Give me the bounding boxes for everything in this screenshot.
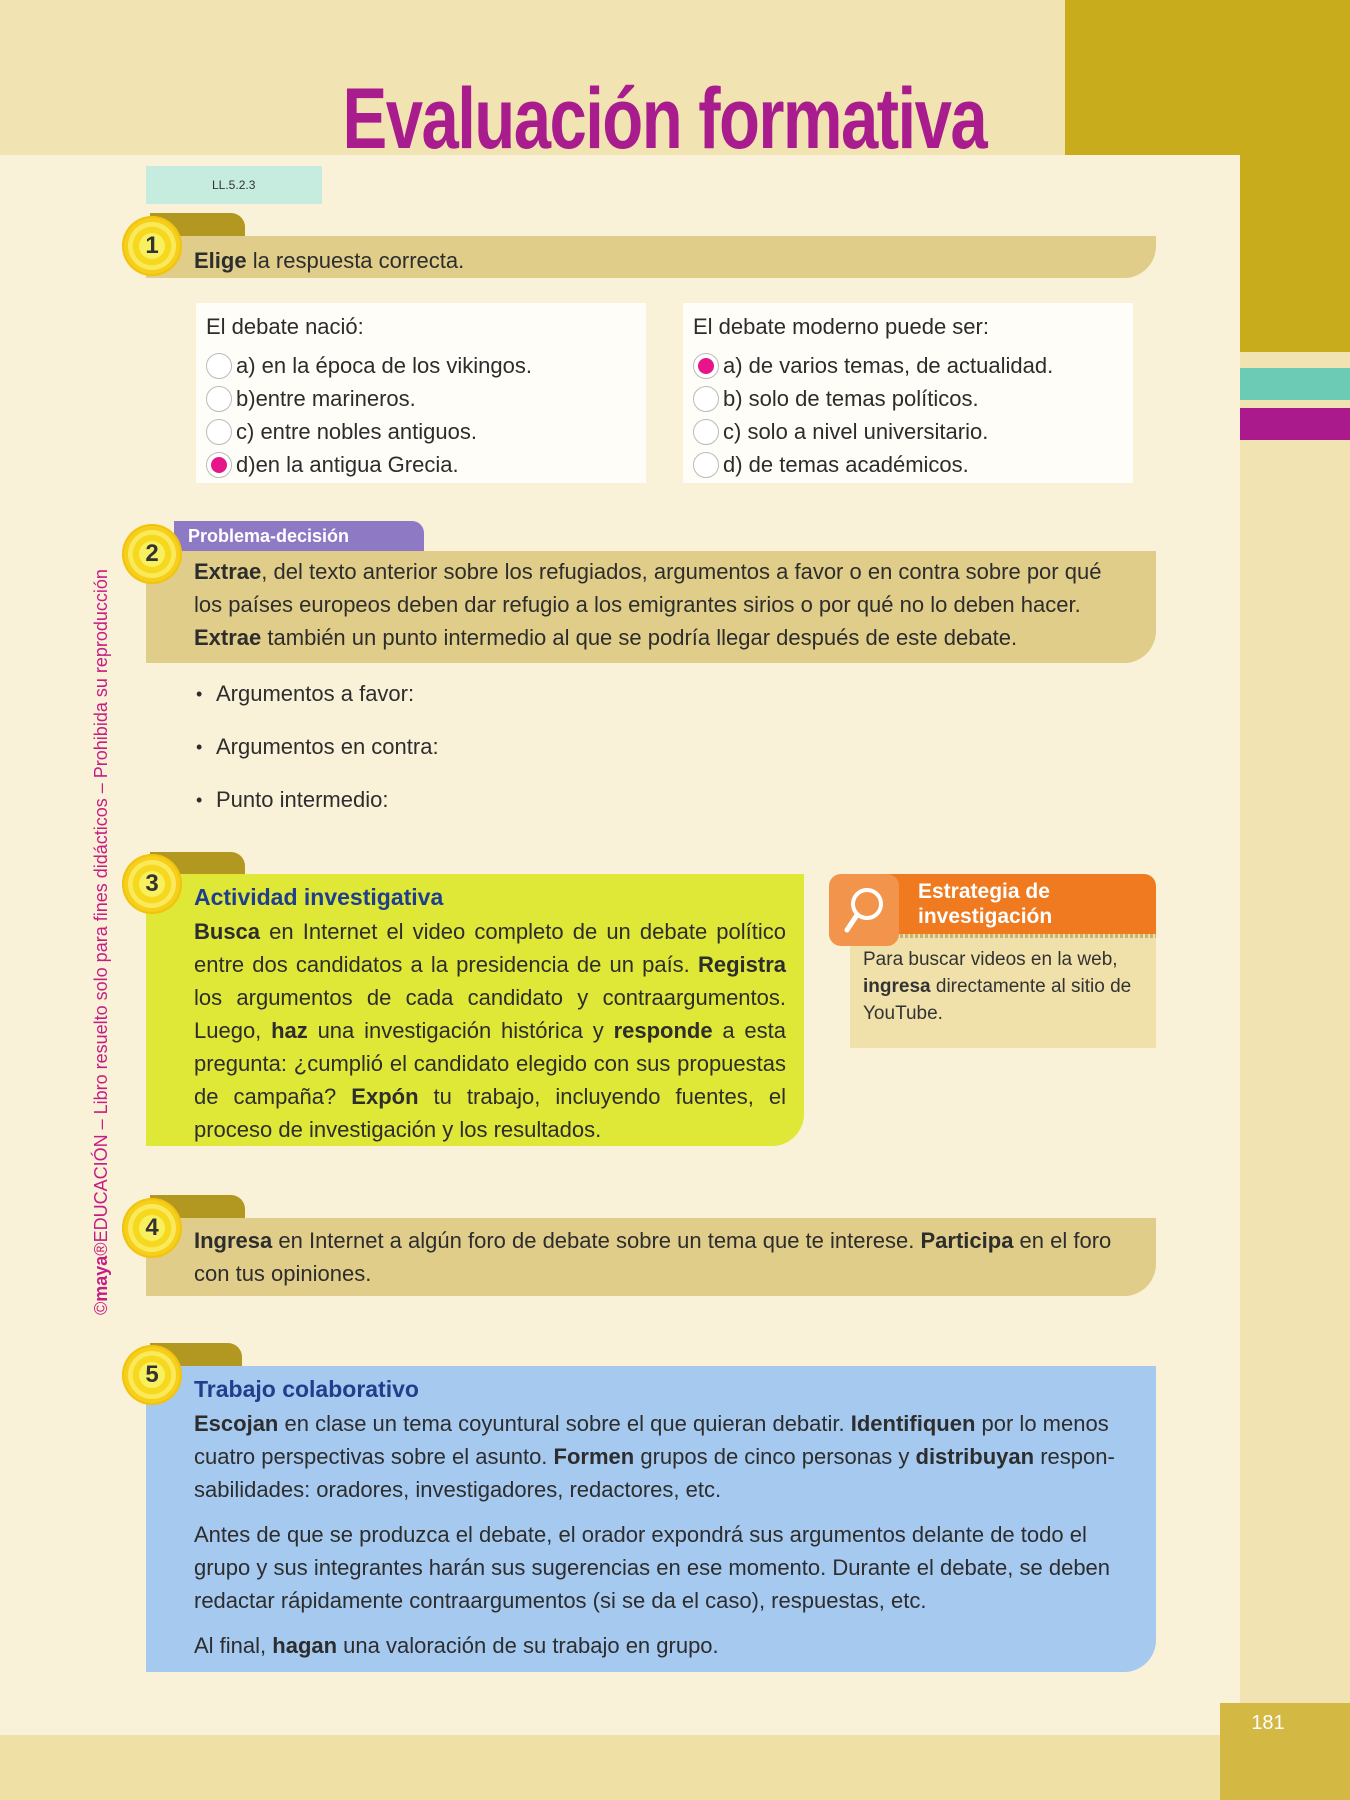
q1-left-question: [196, 303, 646, 483]
radio-selected[interactable]: [693, 353, 719, 379]
page-number: 181: [1251, 1712, 1285, 1734]
option-a[interactable]: a) de varios temas, de actualidad.: [683, 349, 1133, 382]
page-title: Evaluación formativa: [342, 71, 987, 167]
decorative-teal-strip: [1240, 368, 1350, 400]
q1-right-question: [683, 303, 1133, 483]
strategy-header: Estrategia de investigación: [850, 874, 1156, 936]
question-text: El debate nació:: [206, 314, 364, 339]
activity-heading: Actividad investigativa: [194, 884, 444, 910]
list-item: • Argumentos a favor:: [196, 679, 1096, 709]
brand-logo-text: maya: [91, 1255, 111, 1302]
magnifier-icon: [829, 874, 899, 946]
q5-collaborative-box: Trabajo colaborativo Escojan en clase un tema coyuntural sobre el que quieran debatir. Identifiquen por lo menos cuatro perspectivas sobre el asunto. Formen grupos de cinco personas y distribuyan responsabilidades: oradores, investigadores, redactores, etc. Antes de que se produzca el debate, el orador expondrá sus argumentos delante de todo el grupo y sus integrantes harán sus sugerencias en ese momento. Durante el debate, se deben redactar rápidamente contraargumentos (si se da el caso), respuestas, etc. Al final, hagan una valoración de su trabajo en grupo.: [146, 1366, 1156, 1672]
option-a[interactable]: a) en la época de los vikingos.: [196, 349, 646, 382]
radio-unselected[interactable]: [693, 419, 719, 445]
radio-unselected[interactable]: [693, 386, 719, 412]
option-c[interactable]: c) entre nobles antiguos.: [196, 415, 646, 448]
q3-number-badge: 3: [122, 854, 182, 914]
radio-selected[interactable]: [206, 452, 232, 478]
radio-unselected[interactable]: [206, 353, 232, 379]
question-text: El debate moderno puede ser:: [693, 314, 989, 339]
list-item: • Punto intermedio:: [196, 785, 1096, 815]
option-d[interactable]: d)en la antigua Grecia.: [196, 448, 646, 481]
q5-number-badge: 5: [122, 1345, 182, 1405]
problema-decision-tab: Problema-decisión: [174, 521, 424, 551]
q4-number-badge: 4: [122, 1198, 182, 1258]
copyright-side-note: ©maya®EDUCACIÓN – Libro resuelto solo para fines didácticos – Prohibida su reproducción: [91, 569, 111, 1315]
decorative-magenta-strip: [1240, 408, 1350, 440]
q1-number-badge: 1: [122, 216, 182, 276]
collaborative-heading: Trabajo colaborativo: [194, 1376, 419, 1402]
option-b[interactable]: b)entre marineros.: [196, 382, 646, 415]
q4-instruction-band: Ingresa en Internet a algún foro de debate sobre un tema que te interese. Participa en el foro con tus opiniones.: [146, 1218, 1156, 1296]
q3-activity-box: Actividad investigativa Busca en Internet el video completo de un debate político entre dos candidatos a la presidencia de un país. Registra los argumentos de cada candidato y contraargumentos. Luego, haz una investigación histórica y responde a esta pregunta: ¿cumplió el candidato elegido con sus propuestas de campaña? Expón tu trabajo, incluyendo fuentes, el proceso de investigación y los resultados.: [146, 874, 804, 1146]
option-d[interactable]: d) de temas académicos.: [683, 448, 1133, 481]
q2-number-badge: 2: [122, 524, 182, 584]
list-item: • Argumentos en contra:: [196, 732, 1096, 762]
curriculum-code: LL.5.2.3: [146, 166, 322, 204]
radio-unselected[interactable]: [206, 386, 232, 412]
option-b[interactable]: b) solo de temas políticos.: [683, 382, 1133, 415]
q2-instruction-band: Extrae, del texto anterior sobre los refugiados, argumentos a favor o en contra sobre por qué los países europeos deben dar refugio a los emigrantes sirios o por qué no lo deben hacer. Extrae también un punto intermedio al que se podría llegar después de este debate.: [146, 551, 1156, 663]
bottom-band: [0, 1735, 1350, 1800]
option-c[interactable]: c) solo a nivel universitario.: [683, 415, 1133, 448]
radio-unselected[interactable]: [206, 419, 232, 445]
strategy-body: Para buscar videos en la web, ingresa directamente al sitio de YouTube.: [850, 938, 1156, 1048]
q2-bullet-list: [196, 679, 1096, 838]
q1-instruction-band: Elige la respuesta correcta.: [146, 236, 1156, 278]
radio-unselected[interactable]: [693, 452, 719, 478]
